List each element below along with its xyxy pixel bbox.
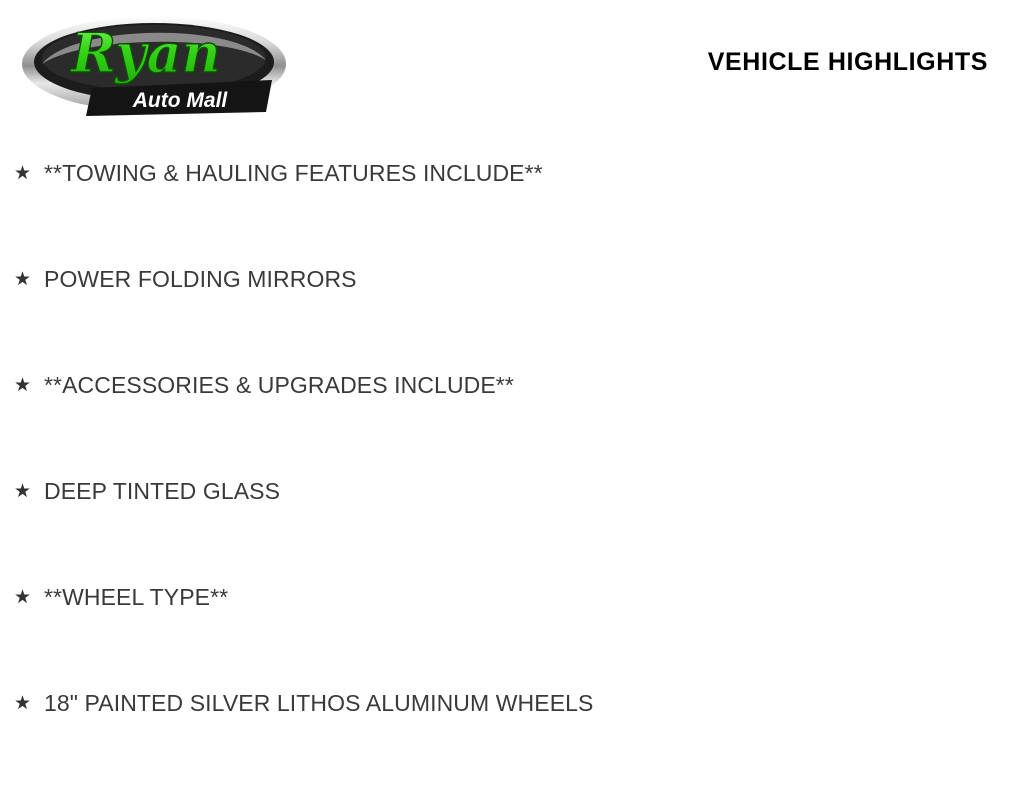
svg-text:Ryan: Ryan	[71, 21, 221, 85]
list-item	[0, 690, 1024, 796]
star-icon: ★	[14, 163, 32, 184]
highlight-text: **WHEEL TYPE**	[44, 584, 229, 610]
svg-text:Auto Mall: Auto Mall	[132, 89, 228, 112]
star-icon: ★	[14, 587, 32, 608]
highlight-text: **TOWING & HAULING FEATURES INCLUDE**	[44, 160, 543, 186]
highlight-text: 18" PAINTED SILVER LITHOS ALUMINUM WHEELS	[44, 690, 594, 716]
star-icon: ★	[14, 693, 32, 714]
list-item	[0, 160, 1024, 266]
star-icon: ★	[14, 375, 32, 396]
highlight-text: DEEP TINTED GLASS	[44, 478, 281, 504]
list-item	[0, 478, 1024, 584]
list-item	[0, 372, 1024, 478]
star-icon: ★	[14, 269, 32, 290]
star-icon: ★	[14, 481, 32, 502]
highlight-text: POWER FOLDING MIRRORS	[44, 266, 357, 292]
highlight-text: **ACCESSORIES & UPGRADES INCLUDE**	[44, 372, 514, 398]
page-title: VEHICLE HIGHLIGHTS	[707, 48, 988, 76]
page-header	[0, 0, 1024, 140]
ryan-auto-mall-logo	[14, 8, 294, 126]
list-item	[0, 266, 1024, 372]
list-item	[0, 584, 1024, 690]
vehicle-highlights-list	[0, 160, 1024, 796]
